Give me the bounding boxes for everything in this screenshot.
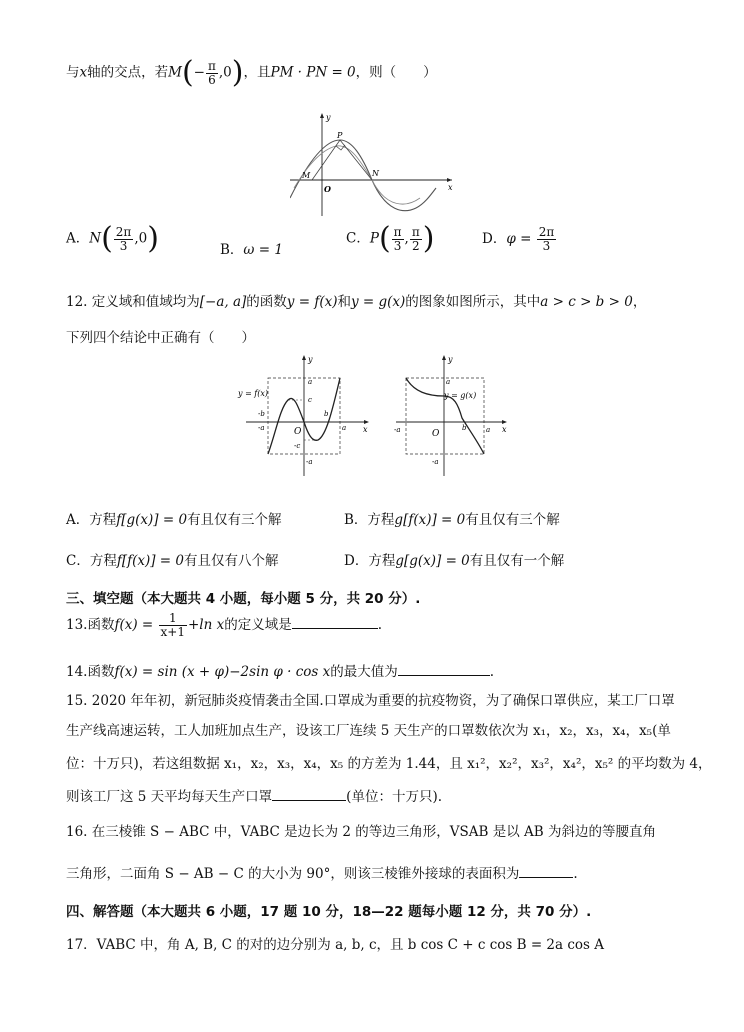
q14: 14.函数f(x) = sin (x + φ)−2sin φ · cos x的最大值为 .: [66, 664, 495, 680]
q12-interval: [−a, a]: [199, 294, 247, 310]
q15-line1: 15. 2020 年年初，新冠肺炎疫情袭击全国.口罩成为重要的抗疫物资，为了确保口罩供应，某工厂口罩: [66, 693, 675, 709]
q16-line2: 三角形，二面角 S − AB − C 的大小为 90°，则该三棱锥外接球的表面积为 .: [66, 866, 578, 882]
q17: 17．VABC 中，角 A, B, C 的对的边分别为 a, b, c，且 b cos C + c cos B = 2a cos A: [66, 937, 605, 953]
q11-graph-p-label: P: [337, 131, 343, 140]
q12f-x-arrow-icon: [364, 420, 369, 424]
q15-line2: 生产线高速运转，工人加班加点生产，设该工厂连续 5 天生产的口罩数依次为 x₁，x₂，x₃，x₄，x₅(单: [66, 723, 671, 739]
svg-text:O: O: [294, 427, 302, 437]
q11-x-arrow-icon: [447, 178, 452, 182]
q11-sine-graph: [290, 108, 460, 220]
q11-option-a: A．N( $\frac{2\pi}{3}$ ,0): [66, 221, 159, 256]
svg-text:y: y: [308, 355, 313, 364]
svg-text:y: y: [448, 355, 453, 364]
svg-text:y = f(x): y = f(x): [238, 389, 269, 398]
svg-text:y = g(x): y = g(x): [444, 391, 477, 400]
q12g-y-arrow-icon: [442, 355, 446, 360]
q11-m-letter: M: [168, 64, 182, 81]
q12-graph-g: [392, 352, 512, 482]
q11-vector-expr: PM · PN = 0: [270, 64, 356, 81]
svg-text:-a: -a: [258, 424, 265, 432]
q11-m-tail: ,0: [218, 64, 232, 81]
q12-option-c: C．方程f[f(x)] = 0有且仅有八个解: [66, 553, 279, 569]
q12-stem-line2: 下列四个结论中正确有（ ）: [66, 330, 255, 346]
svg-text:x: x: [502, 425, 507, 434]
q11-x-var: x: [79, 64, 88, 81]
svg-text:-a: -a: [306, 458, 313, 466]
svg-text:a: a: [446, 378, 451, 386]
q11-paren-open: (: [181, 55, 194, 90]
q12-stem-line1: 12. 定义域和值域均为[−a, a]的函数y = f(x)和y = g(x)的图象如图所示，其中a > c > b > 0，: [66, 294, 647, 310]
svg-text:-a: -a: [394, 426, 401, 434]
q11-segment-pn: [340, 140, 372, 180]
q11-option-c: C．P( $\frac{\pi}{3}$ , $\frac{\pi}{2}$ ): [346, 221, 435, 256]
q15-answer-blank[interactable]: [272, 788, 346, 801]
q13-answer-blank[interactable]: [292, 616, 378, 629]
q11-sine-curve: [290, 140, 436, 211]
q13-fraction: $\frac{1}{x+1}$: [160, 611, 185, 639]
svg-text:b: b: [324, 410, 329, 418]
q12-option-a: A．方程f[g(x)] = 0有且仅有三个解: [66, 512, 282, 528]
q11-graph-origin-label: O: [324, 184, 331, 194]
q11-graph-x-label: x: [448, 183, 453, 192]
q12f-y-arrow-icon: [302, 355, 306, 360]
svg-text:-b: -b: [258, 410, 265, 418]
q15-line4: 则该工厂这 5 天平均每天生产口罩 (单位：十万只).: [66, 789, 442, 805]
q11-sine-curve-shadow: [294, 146, 420, 204]
q11-m-fraction: $\frac{\pi}{6}$: [207, 58, 216, 87]
q11-stem-c: ，且: [243, 64, 271, 81]
q13: 13.函数f(x) = $\frac{1}{x+1}$ +ln x的定义域是 .: [66, 611, 383, 639]
q11-option-b: B．ω = 1: [220, 242, 283, 258]
q12-option-b: B．方程g[f(x)] = 0有且仅有三个解: [344, 512, 560, 528]
q11-graph-y-label: y: [326, 113, 331, 122]
q16-answer-blank[interactable]: [519, 865, 573, 878]
q12-fx: y = f(x): [286, 294, 338, 310]
svg-text:x: x: [363, 425, 368, 434]
q14-answer-blank[interactable]: [398, 663, 490, 676]
svg-text:-a: -a: [432, 458, 439, 466]
q15-line3: 位：十万只)，若这组数据 x₁，x₂，x₃，x₄，x₅ 的方差为 1.44，且 x₁²，x₂²，x₃²，x₄²，x₅² 的平均数为 4，: [66, 756, 712, 772]
q11-stem-a: 与: [66, 64, 80, 81]
q12-gx: y = g(x): [350, 294, 406, 310]
q12g-curve: [406, 378, 484, 454]
q12-graph-f: [232, 352, 372, 482]
q11-stem-b: 轴的交点，若: [87, 64, 169, 81]
q11-option-d: D．φ = $\frac{2\pi}{3}$: [482, 225, 555, 253]
svg-text:a: a: [486, 426, 491, 434]
q12g-x-arrow-icon: [502, 420, 507, 424]
svg-text:-c: -c: [294, 442, 301, 450]
section-3-heading: 三、填空题（本大题共 4 小题，每小题 5 分，共 20 分）.: [66, 591, 421, 607]
q11-stem-d: ，则（ ）: [355, 64, 437, 81]
q11-m-sign: −: [193, 64, 205, 81]
q11-y-arrow-icon: [320, 113, 324, 118]
q11-stem: [66, 55, 437, 90]
q12-option-d: D．方程g[g(x)] = 0有且仅有一个解: [344, 553, 565, 569]
q16-line1: 16. 在三棱锥 S − ABC 中，VABC 是边长为 2 的等边三角形，VSAB 是以 AB 为斜边的等腰直角: [66, 824, 656, 840]
q11-paren-close: ): [231, 55, 244, 90]
svg-text:a: a: [342, 424, 347, 432]
svg-text:b: b: [462, 424, 467, 432]
svg-text:a: a: [308, 378, 313, 386]
svg-text:O: O: [432, 429, 440, 439]
q11-graph-n-label: N: [372, 169, 379, 178]
q12-condition: a > c > b > 0: [540, 294, 633, 310]
section-4-heading: 四、解答题（本大题共 6 小题，17 题 10 分，18—22 题每小题 12 分，共 70 分）.: [66, 904, 592, 920]
q11-graph-m-label: M: [302, 171, 311, 180]
svg-text:c: c: [308, 396, 312, 404]
